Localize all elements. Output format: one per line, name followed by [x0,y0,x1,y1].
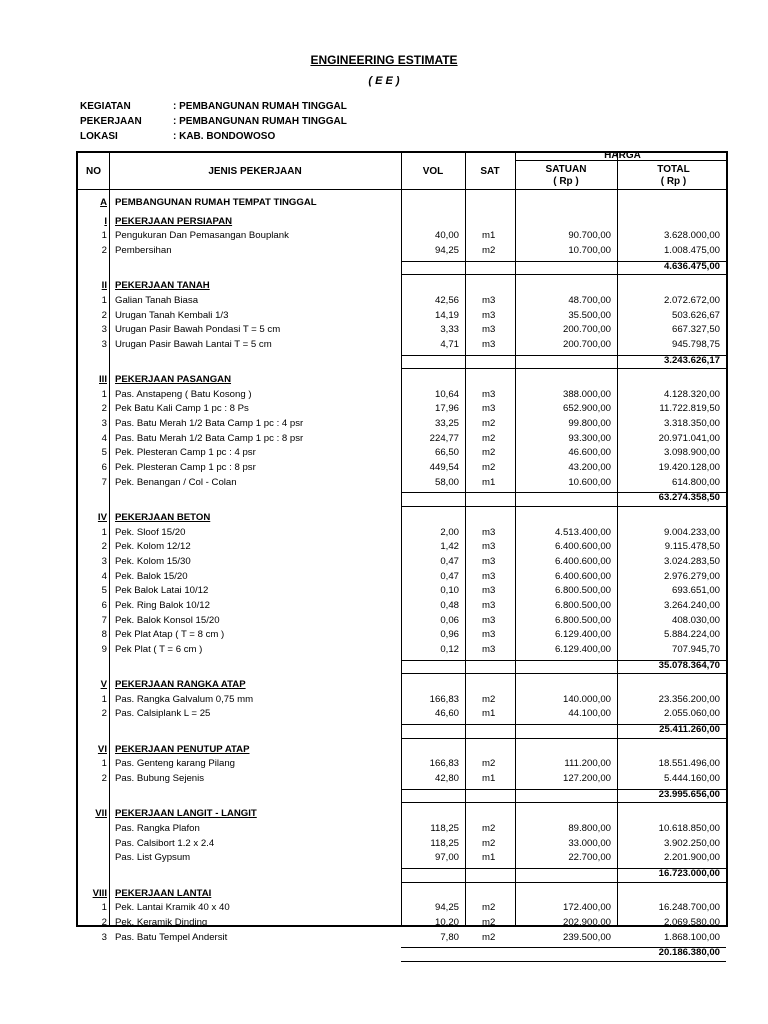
item-total: 667.327,50 [671,324,720,336]
item-volume: 166,83 [429,693,459,705]
item-number: 4 [101,432,107,444]
item-number: 2 [101,708,107,720]
table-row [78,244,726,259]
section-title: PEKERJAAN TANAH [115,280,210,292]
item-total: 1.008.475,00 [663,244,720,256]
subtotal-row [78,260,726,275]
info-key: KEGIATAN [80,101,131,112]
header-vol: VOL [422,166,444,177]
section-number: III [99,374,107,386]
item-total: 614.800,00 [671,476,720,488]
item-description: Pek. Balok 15/20 [115,570,188,582]
item-volume: 66,50 [434,447,459,459]
item-unit-price: 111.200,00 [564,758,611,770]
subtotal-line [401,961,726,962]
subtotal-line [401,274,726,275]
item-unit: m3 [482,403,496,415]
item-unit: m3 [482,324,496,336]
table-row [78,570,726,585]
item-total: 3.264.240,00 [663,599,720,611]
item-total: 3.318.350,00 [663,418,720,430]
item-unit: m2 [482,418,496,430]
section-number: VI [97,743,107,755]
item-unit-price: 22.700,00 [568,852,611,864]
item-description: Pek. Ring Balok 10/12 [115,599,210,611]
item-unit-price: 6.800.500,00 [554,599,611,611]
item-description: Pas. Rangka Galvalum 0,75 mm [115,693,254,705]
section-row [78,807,726,822]
info-key: LOKASI [80,131,118,142]
table-row [78,931,726,946]
header-satuan-unit: ( Rp ) [553,176,579,187]
item-description: Pek. Balok Konsol 15/20 [115,614,220,626]
item-volume: 0,96 [440,629,459,641]
item-total: 3.024.283,50 [663,555,720,567]
table-row [78,707,726,722]
item-total: 2.069.580,00 [663,916,720,928]
item-volume: 0,12 [440,643,459,655]
section-title: PEKERJAAN BETON [115,512,211,523]
item-unit: m2 [482,902,496,914]
subtotal-value: 20.186.380,00 [658,947,720,959]
item-unit: m1 [482,773,496,785]
item-number: 2 [101,916,107,928]
item-unit: m3 [482,294,496,306]
item-number: 3 [101,555,107,567]
section-number: I [104,215,107,227]
table-row [78,916,726,931]
item-unit: m2 [482,462,496,474]
item-unit: m3 [482,629,496,641]
item-total: 3.628.000,00 [663,230,720,242]
item-total: 20.971.041,00 [658,432,720,444]
item-unit: m2 [482,916,496,928]
item-number: 7 [101,614,107,626]
item-unit-price: 202.900,00 [562,916,611,928]
item-unit: m2 [482,931,496,943]
item-number: 6 [101,462,107,474]
item-description: Pek Plat ( T = 6 cm ) [115,643,203,655]
section-title: PEKERJAAN PERSIAPAN [115,215,233,227]
item-unit-price: 6.129.400,00 [554,643,611,655]
item-volume: 46,60 [434,708,459,720]
item-unit: m3 [482,541,496,553]
item-volume: 2,00 [440,526,459,538]
table-row [78,851,726,866]
table-row [78,229,726,244]
item-number: 3 [101,418,107,430]
item-volume: 0,06 [440,614,459,626]
info-value: : KAB. BONDOWOSO [173,131,276,142]
subtotal-line [401,882,726,883]
item-number: 3 [101,931,107,943]
item-unit-price: 4.513.400,00 [554,526,611,538]
item-unit-price: 48.700,00 [568,294,611,306]
item-unit: m3 [482,388,496,400]
item-volume: 10,20 [434,916,459,928]
section-row [78,215,726,230]
item-number: 2 [101,773,107,785]
section-number: V [100,679,107,691]
item-volume: 118,25 [430,837,459,849]
info-key: PEKERJAAN [80,116,142,127]
item-total: 707.945,70 [671,643,720,655]
section-title: PEKERJAAN LANTAI [115,887,212,899]
item-unit: m2 [482,244,496,256]
item-total: 19.420.128,00 [658,462,720,474]
item-volume: 118,25 [430,823,459,834]
item-unit-price: 89.800,00 [568,823,611,834]
header-divider [78,189,726,190]
item-number: 5 [101,585,107,597]
info-row-pekerjaan [80,114,347,129]
item-volume: 7,80 [440,931,459,943]
item-total: 408.030,00 [671,614,720,626]
header-no: NO [86,166,101,177]
table-row [78,294,726,309]
item-unit-price: 6.400.600,00 [554,555,611,567]
section-row-a [78,196,726,211]
item-number: 6 [101,599,107,611]
subtotal-value: 25.411.260,00 [659,724,720,736]
item-description: Pek Batu Kali Camp 1 pc : 8 Ps [115,403,249,415]
item-number: 3 [101,338,107,350]
subtotal-row [78,723,726,738]
item-volume: 166,83 [429,758,459,770]
section-row [78,279,726,294]
item-number: 1 [101,230,107,242]
subtotal-value: 16.723.000,00 [658,867,720,879]
item-unit: m2 [482,693,496,705]
item-unit: m1 [482,708,496,720]
table-row [78,555,726,570]
item-description: Pas. List Gypsum [115,852,191,864]
table-row [78,461,726,476]
item-description: Urugan Tanah Kembali 1/3 [115,309,229,321]
table-row [78,446,726,461]
table-row [78,628,726,643]
section-row [78,373,726,388]
document-title: ENGINEERING ESTIMATE [310,53,458,67]
section-title: PEKERJAAN PASANGAN [115,374,232,386]
item-unit: m2 [482,432,496,444]
section-row [78,743,726,758]
item-number: 1 [101,526,107,538]
item-number: 2 [101,403,107,415]
item-number: 3 [101,324,107,336]
item-description: Pek. Plesteran Camp 1 pc : 8 psr [115,462,256,474]
item-description: Pek Balok Latai 10/12 [115,585,209,597]
item-number: 5 [101,447,107,459]
item-volume: 42,56 [434,294,459,306]
item-volume: 0,10 [440,585,459,597]
table-row [78,402,726,417]
table-row [78,599,726,614]
item-unit-price: 6.400.600,00 [554,541,611,553]
item-total: 10.618.850,00 [658,823,720,834]
item-unit: m3 [482,643,496,655]
header-job: JENIS PEKERJAAN [208,166,302,177]
item-unit: m3 [482,585,496,597]
item-volume: 94,25 [434,902,459,914]
item-unit-price: 239.500,00 [562,931,611,943]
section-number: VIII [92,887,107,899]
item-description: Pas. Bubung Sejenis [115,773,205,785]
table-row [78,837,726,852]
item-volume: 449,54 [429,462,459,474]
item-description: Pek. Benangan / Col - Colan [115,476,237,488]
table-row [78,757,726,772]
info-row-lokasi [80,129,347,144]
subtotal-line [401,368,726,369]
table-row [78,338,726,353]
item-number: 2 [101,309,107,321]
item-volume: 3,33 [440,324,459,336]
item-volume: 1,42 [440,541,459,553]
table-row [78,540,726,555]
item-total: 3.098.900,00 [663,447,720,459]
item-unit-price: 127.200,00 [562,773,611,785]
header-satuan: SATUAN [545,164,587,175]
table-row [78,309,726,324]
header-sat: SAT [480,166,500,177]
table-row [78,693,726,708]
table-row [78,643,726,658]
item-volume: 4,71 [440,338,459,350]
item-description: Pek. Kolom 15/30 [115,555,191,567]
item-total: 1.868.100,00 [663,931,720,943]
table-row [78,388,726,403]
item-unit-price: 99.800,00 [568,418,611,430]
section-row [78,678,726,693]
item-unit: m3 [482,614,496,626]
item-description: Pas. Calsibort 1.2 x 2.4 [115,837,215,849]
item-description: Pas. Batu Merah 1/2 Bata Camp 1 pc : 4 psr [115,418,304,430]
subtotal-line [401,802,726,803]
section-row [78,511,726,526]
item-unit: m3 [482,309,496,321]
item-description: Pek. Plesteran Camp 1 pc : 4 psr [115,447,256,459]
item-unit: m1 [482,230,496,242]
table-row [78,901,726,916]
item-volume: 10,64 [434,388,459,400]
item-unit-price: 90.700,00 [568,230,611,242]
section-number: A [100,197,107,208]
item-number: 4 [101,570,107,582]
item-total: 11.722.819,50 [659,403,720,415]
table-row [78,614,726,629]
subtotal-line [401,506,726,507]
section-title: PEMBANGUNAN RUMAH TEMPAT TINGGAL [115,197,317,208]
table-row [78,526,726,541]
item-total: 2.072.672,00 [663,294,720,306]
section-title: PEKERJAAN PENUTUP ATAP [115,743,250,755]
subtotal-row [78,491,726,506]
document-subtitle: ( E E ) [368,75,400,87]
subtotal-row [78,867,726,882]
table-row [78,584,726,599]
section-number: II [101,280,107,292]
header-total-unit: ( Rp ) [660,176,687,187]
item-unit: m3 [482,338,496,350]
item-description: Pas. Rangka Plafon [115,823,200,834]
item-unit-price: 35.500,00 [568,309,611,321]
item-number: 2 [101,244,107,256]
item-unit-price: 43.200,00 [568,462,611,474]
item-total: 2.055.060,00 [663,708,720,720]
item-volume: 58,00 [434,476,459,488]
item-number: 2 [101,541,107,553]
item-total: 5.884.224,00 [663,629,720,641]
item-description: Pas. Batu Merah 1/2 Bata Camp 1 pc : 8 psr [115,432,304,444]
item-unit-price: 140.000,00 [562,693,611,705]
item-unit-price: 93.300,00 [568,432,611,444]
subtotal-line [401,738,726,739]
item-number: 8 [101,629,107,641]
item-unit: m2 [482,823,496,834]
subtotal-value: 35.078.364,70 [658,659,720,671]
item-volume: 14,19 [434,309,459,321]
item-volume: 17,96 [434,403,459,415]
item-number: 1 [101,294,107,306]
item-description: Pek. Sloof 15/20 [115,526,186,538]
item-total: 2.976.279,00 [663,570,720,582]
item-unit: m2 [482,837,496,849]
item-volume: 33,25 [434,418,459,430]
item-total: 16.248.700,00 [658,902,720,914]
item-total: 23.356.200,00 [658,693,720,705]
item-number: 7 [101,476,107,488]
info-value: : PEMBANGUNAN RUMAH TINGGAL [173,116,347,127]
subtotal-row [78,659,726,674]
item-unit-price: 33.000,00 [568,837,611,849]
subtotal-value: 23.995.656,00 [658,788,720,800]
table-row [78,772,726,787]
item-unit-price: 200.700,00 [562,324,611,336]
item-number: 1 [101,388,107,400]
item-unit-price: 652.900,00 [562,403,611,415]
item-description: Urugan Pasir Bawah Pondasi T = 5 cm [115,324,281,336]
item-total: 9.004.233,00 [663,526,720,538]
item-description: Pek. Lantai Kramik 40 x 40 [115,902,230,914]
item-unit-price: 44.100,00 [568,708,611,720]
item-unit: m3 [482,599,496,611]
table-row [78,822,726,837]
item-unit: m3 [482,526,496,538]
item-unit-price: 388.000,00 [562,388,611,400]
item-number: 9 [101,643,107,655]
table-row [78,432,726,447]
item-number: 1 [101,902,107,914]
item-description: Pengukuran Dan Pemasangan Bouplank [115,230,289,242]
item-unit-price: 172.400,00 [562,902,611,914]
section-row [78,887,726,902]
item-unit-price: 6.400.600,00 [554,570,611,582]
item-unit-price: 10.700,00 [568,244,611,256]
subtotal-value: 4.636.475,00 [663,260,720,272]
item-total: 5.444.160,00 [663,773,720,785]
info-value: : PEMBANGUNAN RUMAH TINGGAL [173,101,347,112]
item-total: 3.902.250,00 [663,837,720,849]
subtotal-value: 63.274.358,50 [658,492,720,504]
item-total: 2.201.900,00 [663,852,720,864]
item-description: Pek Plat Atap ( T = 8 cm ) [115,629,225,641]
item-number: 1 [101,758,107,770]
info-row-kegiatan [80,99,347,114]
item-total: 18.551.496,00 [658,758,720,770]
subtotal-row [78,354,726,369]
item-unit-price: 200.700,00 [562,338,611,350]
project-info [80,99,347,144]
item-total: 945.798,75 [671,338,720,350]
estimate-table [76,150,728,959]
item-volume: 42,80 [434,773,459,785]
item-volume: 224,77 [429,432,459,444]
item-unit: m2 [482,447,496,459]
item-unit-price: 6.800.500,00 [554,614,611,626]
section-number: IV [97,512,107,523]
item-unit-price: 6.800.500,00 [554,585,611,597]
section-title: PEKERJAAN LANGIT - LANGIT [115,808,257,820]
item-unit: m1 [482,852,496,864]
subtotal-line [401,673,726,674]
section-title: PEKERJAAN RANGKA ATAP [115,679,246,691]
item-total: 693.651,00 [671,585,720,597]
table-row [78,323,726,338]
table-row [78,417,726,432]
item-description: Pas. Calsiplank L = 25 [115,708,211,720]
item-description: Pek. Keramik Dinding [115,916,208,928]
item-description: Pas. Anstapeng ( Batu Kosong ) [115,388,252,400]
subtotal-value: 3.243.626,17 [663,354,720,366]
section-number: VII [95,808,107,820]
item-volume: 40,00 [434,230,459,242]
item-description: Pas. Genteng karang Pilang [115,758,236,770]
table-row [78,476,726,491]
item-unit-price: 6.129.400,00 [554,629,611,641]
item-description: Pek. Kolom 12/12 [115,541,191,553]
item-total: 503.626,67 [671,309,720,321]
header-total: TOTAL [657,164,690,175]
item-total: 4.128.320,00 [663,388,720,400]
subtotal-row [78,946,726,961]
item-unit: m1 [482,476,496,488]
item-number: 1 [101,693,107,705]
item-unit-price: 10.600,00 [568,476,611,488]
item-unit: m2 [482,758,496,770]
item-description: Pas. Batu Tempel Andersit [115,931,228,943]
item-description: Urugan Pasir Bawah Lantai T = 5 cm [115,338,272,350]
item-volume: 0,48 [440,599,459,611]
item-volume: 0,47 [440,555,459,567]
item-volume: 97,00 [434,852,459,864]
item-description: Pembersihan [115,244,172,256]
item-unit-price: 46.600,00 [568,447,611,459]
subtotal-row [78,788,726,803]
item-unit: m3 [482,555,496,567]
header-harga: HARGA [604,150,641,161]
item-volume: 94,25 [434,244,459,256]
item-description: Galian Tanah Biasa [115,294,199,306]
item-unit: m3 [482,570,496,582]
item-volume: 0,47 [440,570,459,582]
item-total: 9.115.478,50 [664,541,720,553]
